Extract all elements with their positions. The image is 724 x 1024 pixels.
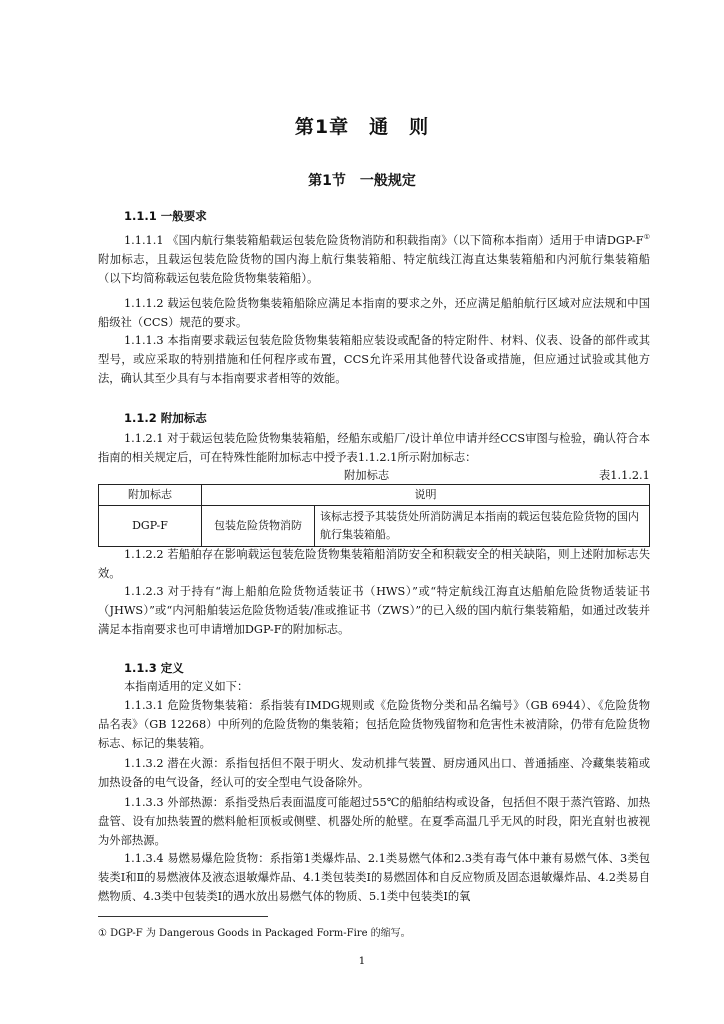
table-cell-description: 该标志授予其装货处所消防满足本指南的载运包装危险货物的国内航行集装箱船。 (315, 506, 650, 547)
table-row (99, 506, 650, 547)
chapter-title: 第1章 通 则 (294, 116, 430, 138)
paragraph-text: 1.1.1.1 《国内航行集装箱船载运包装危险货物消防和积载指南》（以下简称本指南）适用于申请DGP-F (124, 233, 644, 247)
table-cell-notation: DGP-F (99, 506, 202, 547)
footnote: ① DGP-F 为 Dangerous Goods in Packaged Form-Fire 的缩写。 (98, 928, 411, 939)
table-caption: 附加标志 (344, 469, 390, 482)
table-header-notation: 附加标志 (99, 485, 202, 506)
additional-notation-table (98, 484, 650, 547)
heading-1-1-1: 1.1.1 一般要求 (124, 209, 207, 223)
paragraph-text: 附加标志，且载运包装危险货物的国内海上航行集装箱船、特定航线江海直达集装箱船和内河航行集装箱船（以下均简称载运包装危险货物集装箱船）。 (98, 252, 650, 285)
footnote-marker: ① (643, 233, 650, 241)
paragraph-1-1-1-3: 1.1.1.3 本指南要求载运包装危险货物集装箱船应装设或配备的特定附件、材料、仪表、设备的部件或其型号，或应采取的特别措施和任何程序或布置，CCS允许采用其他替代设备或措施，但应通过试验或其他方法，确认其至少具有与本指南要求者相等的效能。 (98, 334, 650, 385)
section-title: 第1节 一般规定 (308, 173, 416, 189)
paragraph-1-1-3-2: 1.1.3.2 潜在火源：系指包括但不限于明火、发动机排气装置、厨房通风出口、普通插座、冷藏集装箱或加热设备的电气设备，经认可的安全型电气设备除外。 (98, 757, 650, 789)
table-cell-category: 包装危险货物消防 (202, 506, 315, 547)
page-number: 1 (358, 955, 366, 967)
footnote-divider (98, 916, 268, 917)
paragraph-1-1-3-3: 1.1.3.3 外部热源：系指受热后表面温度可能超过55℃的船舶结构或设备，包括但不限于蒸汽管路、加热盘管、设有加热装置的燃料舱柜顶板或侧壁、机器处所的舱壁。在夏季高温几乎无风的时段，阳光直射也被视为外部热源。 (98, 796, 650, 847)
table-header-description: 说明 (202, 485, 650, 506)
heading-1-1-3: 1.1.3 定义 (124, 661, 184, 675)
paragraph-1-1-1-1 (98, 228, 650, 288)
paragraph-1-1-1-2: 1.1.1.2 载运包装危险货物集装箱船除应满足本指南的要求之外，还应满足船舶航行区域对应法规和中国船级社（CCS）规范的要求。 (98, 297, 650, 329)
paragraph-1-1-2-2: 1.1.2.2 若船舶存在影响载运包装危险货物集装箱船消防安全和积载安全的相关缺陷，则上述附加标志失效。 (98, 548, 650, 580)
heading-1-1-2: 1.1.2 附加标志 (124, 411, 207, 425)
paragraph-1-1-3-1: 1.1.3.1 危险货物集装箱：系指装有IMDG规则或《危险货物分类和品名编号》（GB 6944）、《危险货物品名表》（GB 12268）中所列的危险货物的集装箱；包括危险货物残留物和危害性未被清除，仍带有危险货物标志、标记的集装箱。 (98, 699, 650, 750)
paragraph-1-1-3-4: 1.1.3.4 易燃易爆危险货物：系指第1类爆炸品、2.1类易燃气体和2.3类有毒气体中兼有易燃气体、3类包装类Ⅰ和Ⅱ的易燃液体及液态退敏爆炸品、4.1类包装类Ⅰ的易燃固体和自反应物质及固态退敏爆炸品、4.2类易自燃物质、4.3类中包装类Ⅰ的遇水放出易燃气体的物质、5.1类中包装类Ⅰ的氧 (98, 852, 650, 903)
table-number: 表1.1.2.1 (599, 469, 650, 482)
table-header-row (99, 485, 650, 506)
paragraph-1-1-2-1: 1.1.2.1 对于载运包装危险货物集装箱船，经船东或船厂/设计单位申请并经CCS审图与检验，确认符合本指南的相关规定后，可在特殊性能附加标志中授予表1.1.2.1所示附加标志： (98, 432, 650, 464)
paragraph-definitions-intro: 本指南适用的定义如下： (124, 680, 249, 693)
paragraph-1-1-2-3: 1.1.2.3 对于持有“海上船舶危险货物适装证书（HWS）”或“特定航线江海直达船舶危险货物适装证书（JHWS）”或“内河船舶装运危险货物适装/准或推证书（ZWS）”的已入级的国内航行集装箱船，如通过改装并满足本指南要求也可申请增加DGP-F的附加标志。 (98, 585, 650, 636)
